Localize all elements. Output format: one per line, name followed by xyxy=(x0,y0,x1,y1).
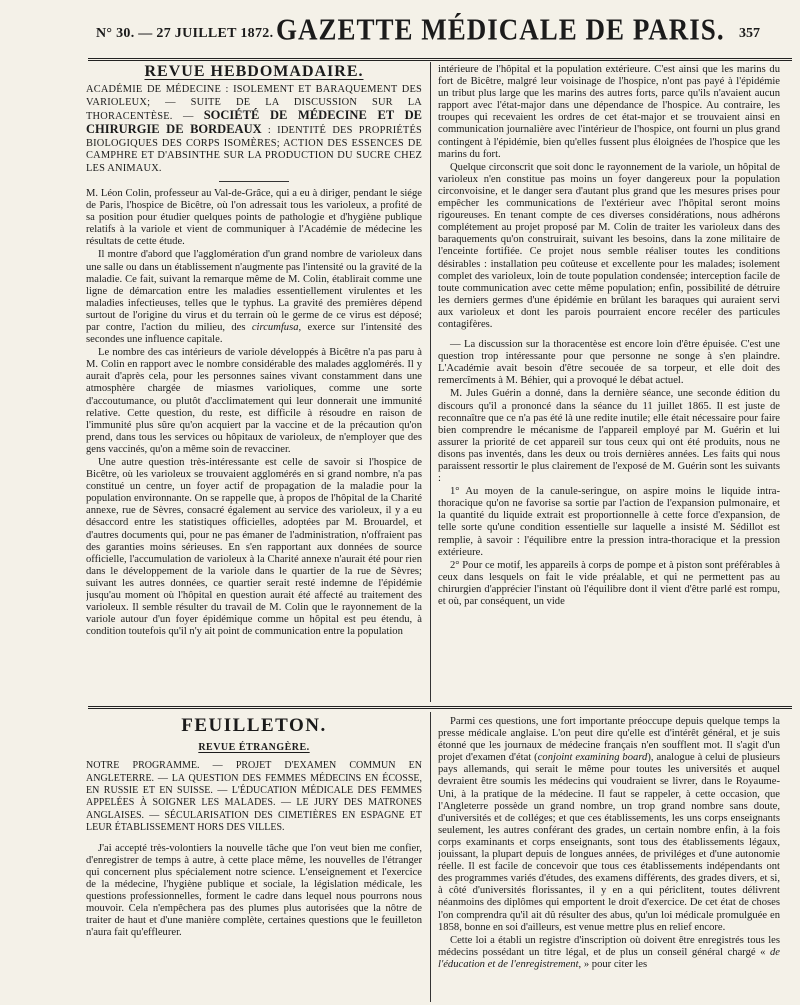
summary-societe: SOCIÉTÉ DE MÉDECINE ET DE CHIRURGIE DE BORDEAUX xyxy=(86,107,422,137)
feuilleton-left-column xyxy=(86,716,422,1002)
revue-paragraph: 1° Au moyen de la canule-seringue, on aspire moins le liquide intra-thoracique qu'on ne favorise sa sortie par l'action de l'expansion pulmonaire, et la quantité du liquide extrait est proportionnelle à cette force d'expansion, de telle sorte qu'une condition essentielle sur laquelle a insisté M. Sédillot est remplie, à savoir : l'équilibre entre la pression intra-thoracique et la pression extérieure. xyxy=(438,486,780,558)
gazette-title: GAZETTE MÉDICALE DE PARIS. xyxy=(276,11,725,47)
revue-paragraph: intérieure de l'hôpital et la population extérieure. C'est ainsi que les marins du fort de Bicêtre, malgré leur voisinage de l'hospice, n'ont pas payé à l'épidémie un tribut plus large que les marins des autres forts, parce qu'ils n'avaient aucun rapport avec l'état-major dans une dépendance de l'hospice. Au contraire, les troupes qui recevaient les ordres de cet état-major et se trouvaient ainsi en communication journalière avec l'intérieur de l'hospice, ont fourni un plus grand contingent à l'épidémie, bien qu'elles fussent plus éloignées de l'hospice que les marins du fort. xyxy=(438,64,780,160)
masthead xyxy=(88,8,760,48)
summary-rule xyxy=(219,181,289,182)
revue-paragraph: M. Léon Colin, professeur au Val-de-Grâce, qui a eu à diriger, pendant le siége de Paris, l'hospice de Bicêtre, où l'on adressait tous les varioleux, a profité de sa position pour étudier quelques points de pathologie et d'hygiène publique relatifs à la variole et vient de communiquer à l'Académie de médecine les résultats de cette étude. xyxy=(86,187,422,248)
feuilleton-separator xyxy=(88,706,792,709)
revue-paragraph: Une autre question très-intéressante est celle de savoir si l'hospice de Bicêtre, où les varioleux se trouvaient agglomérés en si grand nombre, n'a pas constitué un centre, un foyer actif de propagation de la maladie pour la population environnante. On se rappelle que, à propos de l'hôpital de la Charité annexe, rue de Sèvres, consacré également au service des varioleux, il y a eu désaccord entre les statistiques officielles, adoptées par M. Brouardel, et d'autres documents qui, pour ne pas émaner de l'administration, n'offraient pas des garanties moins sérieuses. En s'en rapportant aux données de source officielle, l'accumulation de varioleux à la Charité annexe n'aurait été pour rien dans le développement de la variole dans le quartier de la rue de Sèvres; suivant les autres données, ce quartier serait resté indemne de l'épidémie jusqu'au moment où l'hôpital en question aurait été affecté au traitement des varioleux. Il semble résulter du travail de M. Colin que le rayonnement de la variole autour d'un foyer épidémique comme un hôpital est peu étendu, à condition toutefois qu'il n'y ait point de communication entre la population xyxy=(86,457,422,638)
feuilleton-title: FEUILLETON. xyxy=(181,716,327,736)
revue-paragraph: Le nombre des cas intérieurs de variole développés à Bicêtre n'a pas paru à M. Colin en rapport avec le nombre considérable des malades agglomérés. Il y aurait d'après cela, pour les personnes saines vivant constamment dans une atmosphère chargée de miasmes varioliques, comme une sorte d'accoutumance, ou plutôt d'acclimatement qui leur donnerait une immunité relative. Cette question, du reste, est difficile à résoudre en raison de l'immunité plus sûre qu'on acquiert par la vaccine et de la précaution qu'on prend, dans tous les services ou hôpitaux de varioleux, de n'employer que des gens vaccinés, qu'on a même soin de revacciner. xyxy=(86,347,422,455)
revue-title: REVUE HEBDOMADAIRE. xyxy=(144,64,364,80)
feuilleton-paragraph: Parmi ces questions, une fort importante préoccupe depuis quelque temps la presse médicale anglaise. L'on peut dire qu'elle est d'intérêt général, et je suis étonné que les journaux de médecine français n'en soufflent mot. Il s'agit d'un projet d'examen d'état (conjoint examining board), analogue à celui de plusieurs pays allemands, qui serait le même pour toutes les universités et auquel devraient être soumis les médecins qui voudraient se livrer, dans le Royaume-Uni, à la pratique de la médecine. Il faut se rappeler, à cette occasion, que l'Angleterre possède un grand nombre, un trop grand nombre sans doute, d'universités et de colléges; et que ces établissements, les uns corps enseignants seulement, les autres conférant des grades, un certain nombre enfin, à la fois corps examinants et corps enseignants, sont tous des établissements légaux, jouissant, la plupart depuis de longues années, de priviléges et d'une autonomie réelle. Il est facile de concevoir que tous ces établissements indépendants ont des programmes variés d'études, des examens différents, des grades divers, et si, à côté d'universités florissantes, il y en a qui périclitent, toutes délivrent néanmoins des diplômes qui emportent le droit d'exercice. De cet état de choses l'on comprendra qu'il ait dû résulter des abus, qu'un loi médicale promulguée en 1858, bonne en soi d'ailleurs, est venue mettre plus en relief encore. xyxy=(438,716,780,933)
revue-paragraph: Il montre d'abord que l'agglomération d'un grand nombre de varioleux dans une salle ou dans un établissement n'augmente pas l'intensité ou la gravité de la maladie. Ce fait, suivant la remarque même de M. Colin, établirait comme une ligne de démarcation entre les maladies essentiellement virulentes et les maladies infectieuses, telles que le typhus. La gravité des premières dépend surtout de l'origine du virus et du terrain où le germe de ce virus est déposé; par contre, l'action du milieu, des circumfusa, exerce sur l'intensité des secondes une influence capitale. xyxy=(86,249,422,346)
revue-paragraph: Quelque circonscrit que soit donc le rayonnement de la variole, un hôpital de varioleux n'en constitue pas moins un foyer dangereux pour la population circonvoisine, et le danger sera d'autant plus grand que les mesures prises pour empêcher les communications de l'extérieur avec l'hôpital seront moins rigoureuses. En tenant compte de ces diverses considérations, nous adhérons complétement au projet proposé par M. Colin de traiter les varioleux dans des baraquements qu'on construirait, suivant les besoins, dans la zone militaire de l'enceinte fortifiée. Ce projet nous semble réaliser toutes les conditions désirables : installation peu coûteuse et excellente pour les malades; isolement complet des varioleux, loin de toute population condensée; interception facile de toute communication avec cette même population; enfin, possibilité de détruire les derniers germes d'une épidémie en brûlant les baraques qui auraient servi aux varioleux et dont les parois pourraient encore recéler des particules contagifères. xyxy=(438,161,780,330)
summary-academie-topics: : ISOLEMENT ET BARAQUEMENT DES VARIOLEUX; — SUITE DE LA DISCUSSION SUR LA THORACENTÈSE. — xyxy=(86,84,422,122)
revue-paragraph: — La discussion sur la thoracentèse est encore loin d'être épuisée. C'est une question trop intéressante pour que personne ne songe à s'en plaindre. L'Académie avait besoin d'être secouée de sa torpeur, et elle doit des remercîments à M. Béhier, qui a provoqué le débat actuel. xyxy=(438,339,780,387)
masthead-rule xyxy=(88,58,792,61)
revue-right-column xyxy=(438,64,780,704)
summary-societe-topics: : IDENTITÉ DES PROPRIÉTÉS BIOLOGIQUES DES CORPS ISOMÈRES; ACTION DES ESSENCES DE CAMPHRE ET D'ABSINTHE SUR LA PRODUCTION DU SUCRE CHEZ LES ANIMAUX. xyxy=(86,125,422,174)
feuilleton-paragraph: Cette loi a établi un registre d'inscription où doivent être enregistrés tous les médecins possédant un titre légal, et de plus un conseil général chargé « de l'éducation et de l'enregistrement, » pour citer les xyxy=(438,934,780,970)
revue-paragraph: 2° Pour ce motif, les appareils à corps de pompe et à piston sont préférables à ceux dans lesquels on fait le vide préalable, et qui ne permettent pas au chirurgien d'apprécier l'instant où l'équilibre dont il vient d'être parlé est rompu, et où, par conséquent, un vide xyxy=(438,559,780,608)
revue-summary xyxy=(86,84,422,175)
revue-paragraph: M. Jules Guérin a donné, dans la dernière séance, une seconde édition du discours qu'il a prononcé dans la séance du 11 juillet 1865. Il est juste de reconnaître que ce n'a pas été là une redite inutile; elle était nécessaire pour faire bien comprendre le mécanisme de l'appareil employé par M. Guérin et lui assurer la priorité de cet appareil sur tous ceux qui ont été produits, nous ne disons pas inventés, dans les deux ou trois dernières années. Les faits qui nous paraissent ressortir le plus clairement de l'exposé de M. Guérin sont les suivants : xyxy=(438,388,780,485)
column-divider-bottom xyxy=(430,712,431,1002)
revue-left-column xyxy=(86,64,422,704)
column-divider-top xyxy=(430,62,431,702)
feuilleton-programme: NOTRE PROGRAMME. — PROJET D'EXAMEN COMMUN EN ANGLETERRE. — LA QUESTION DES FEMMES MÉDECINS EN ÉCOSSE, EN RUSSIE ET EN SUISSE. — L'ÉDUCATION MÉDICALE DES FEMMES APPELÉES À SOIGNER LES MALADES. — LE JURY DES MATRONES ANGLAISES. — SÉCULARISATION DES CIMETIÈRES EN ESPAGNE ET LEUR ÉTABLISSEMENT HORS DES VILLES. xyxy=(86,760,422,834)
feuilleton-paragraph: J'ai accepté très-volontiers la nouvelle tâche que l'on veut bien me confier, d'enregistrer de temps à autre, à cette place même, les nouvelles de l'étranger qui concernent plus spécialement notre science. L'enseignement et l'exercice de la médecine, l'hygiène publique et sociale, la législation médicale, les questions professionnelles, forment le cadre dans lequel nous pourrons nous mouvoir. Cela n'empêchera pas des plumes plus autorisées que la nôtre de traiter de haut et d'une manière complète, certaines questions que le feuilleton n'aura fait qu'effleurer. xyxy=(86,842,422,939)
feuilleton-right-column xyxy=(438,716,780,1002)
summary-academie: ACADÉMIE DE MÉDECINE xyxy=(86,84,222,96)
feuilleton-subtitle: REVUE ÉTRANGÈRE. xyxy=(198,742,310,754)
page-number: 357 xyxy=(739,26,760,41)
issue-number: N° 30. — 27 JUILLET 1872. xyxy=(96,26,274,41)
